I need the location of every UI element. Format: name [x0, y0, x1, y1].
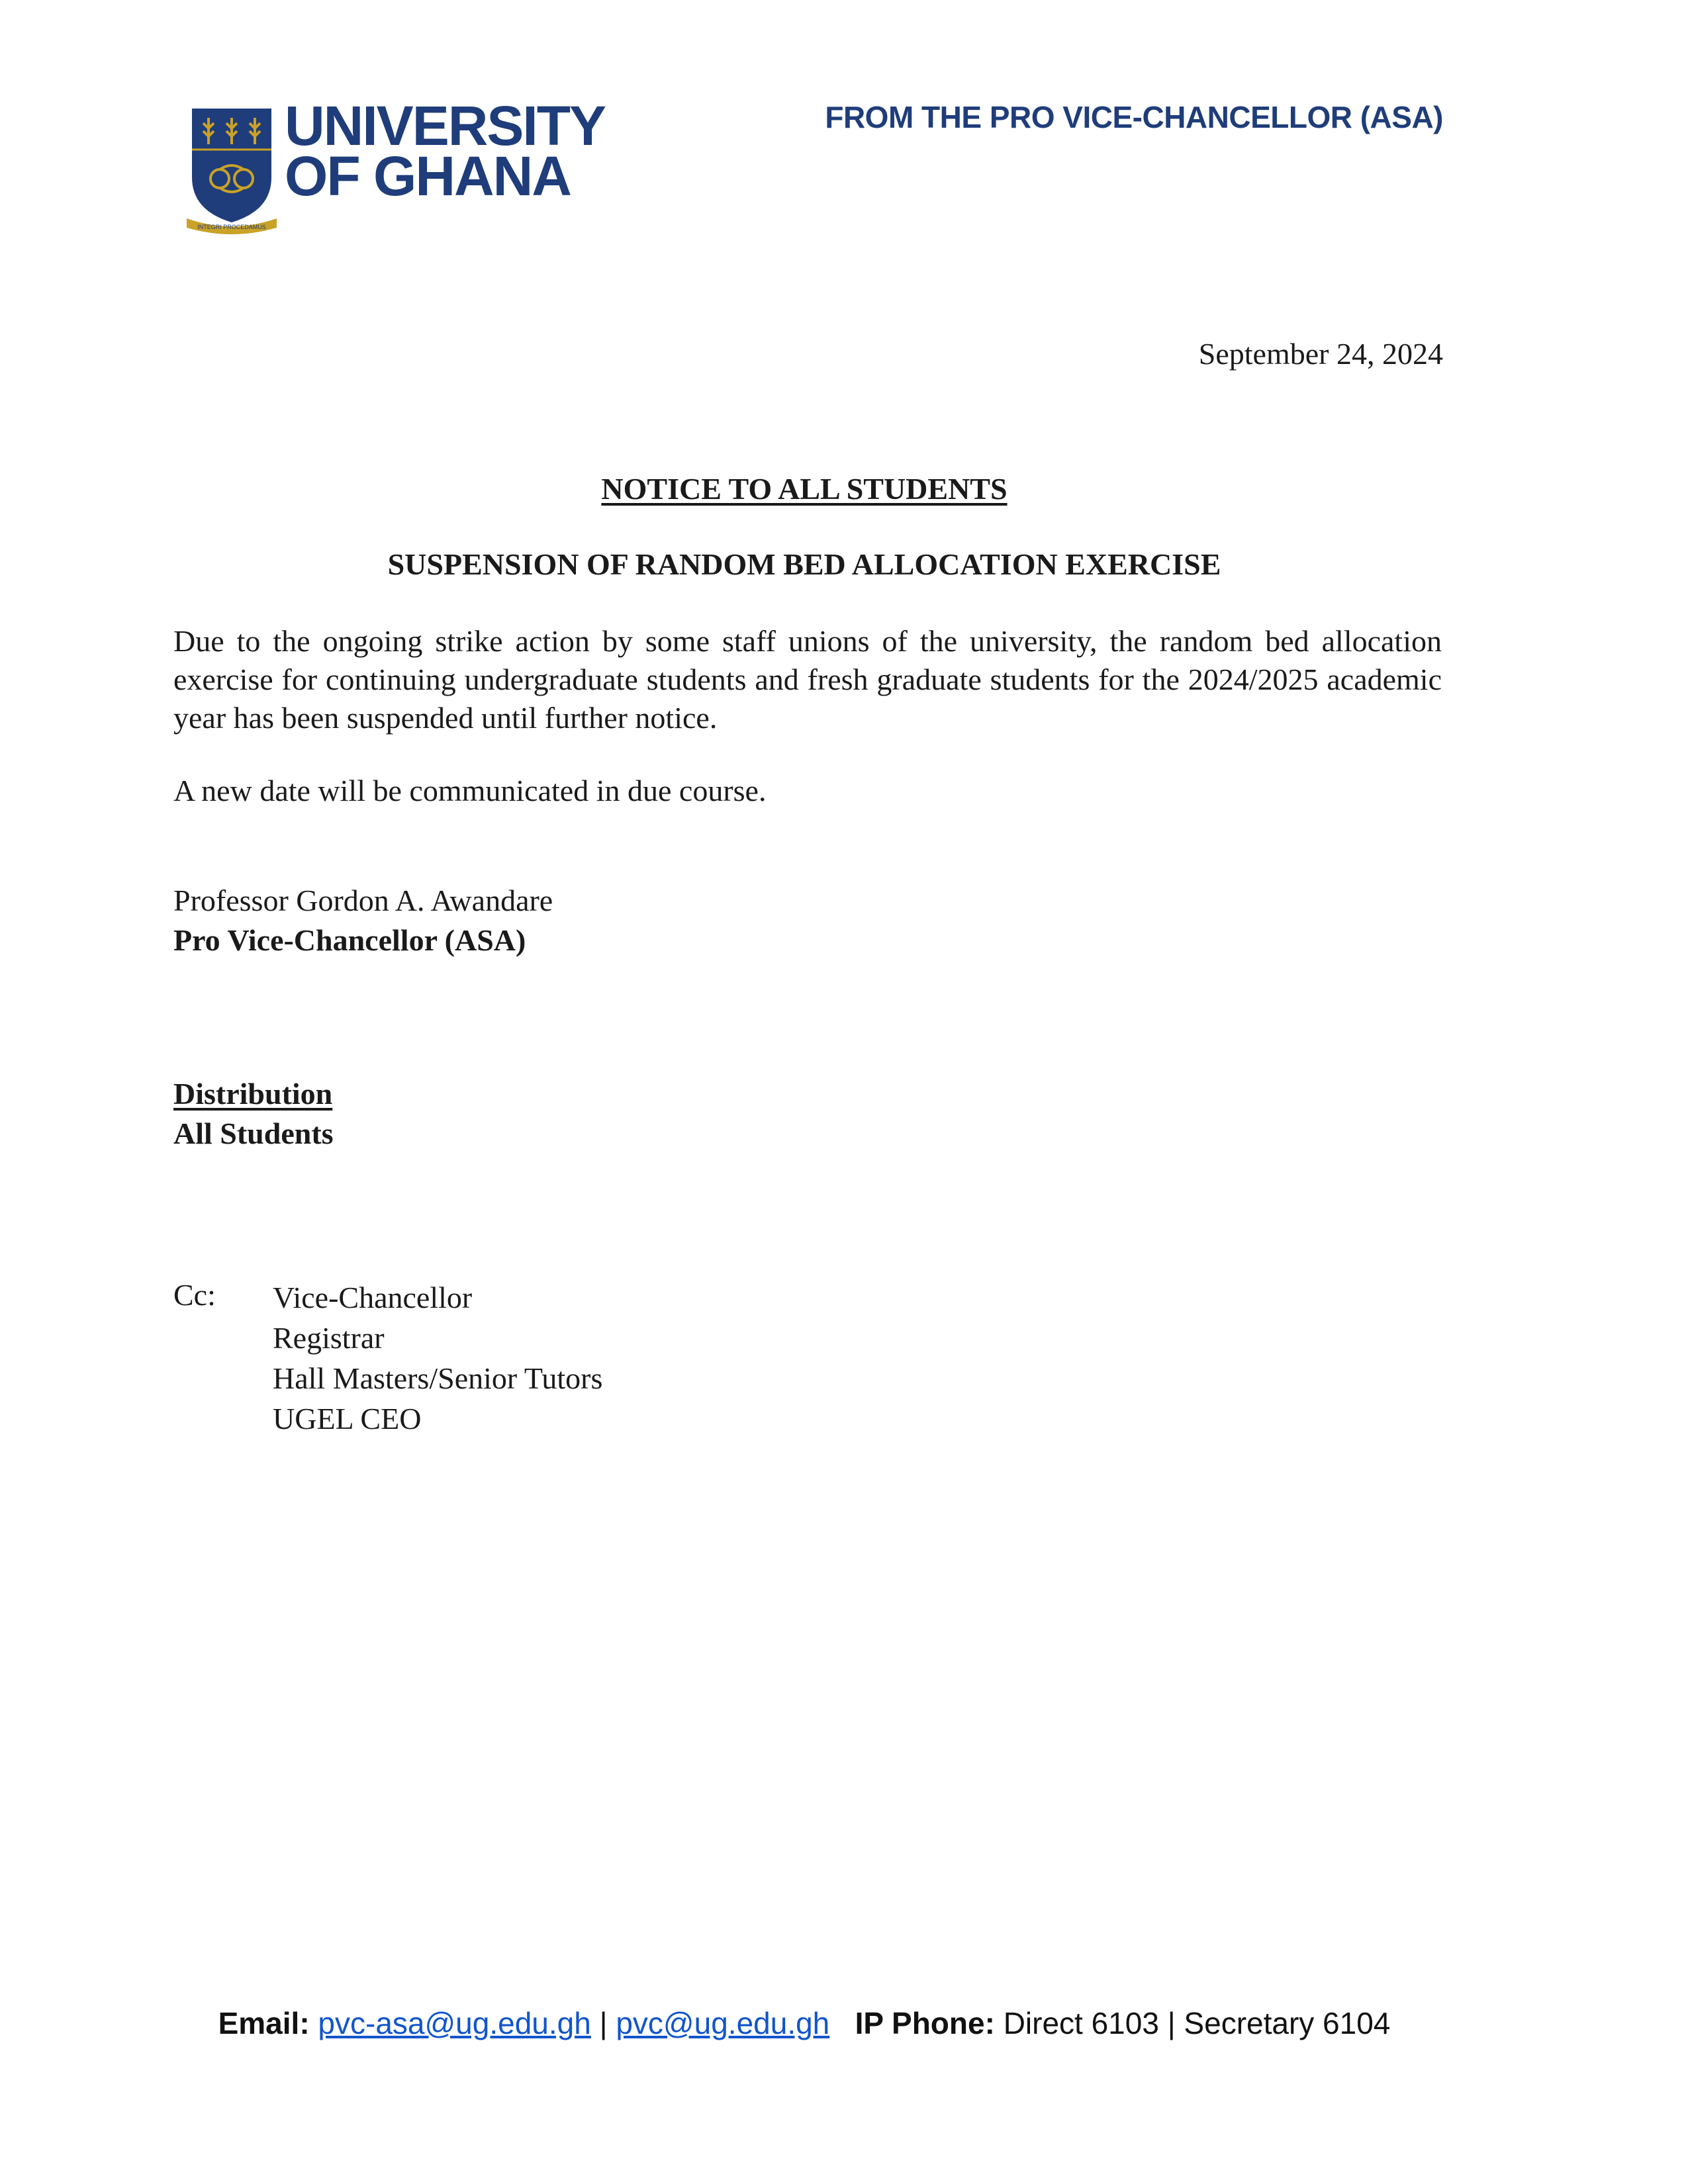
cc-item: UGEL CEO [273, 1402, 422, 1435]
body-paragraph-2: A new date will be communicated in due course. [173, 774, 767, 807]
distribution-heading: Distribution [173, 1077, 333, 1111]
crest-motto: INTEGRI PROCEDAMUS [197, 224, 266, 230]
notice-subject: SUSPENSION OF RANDOM BED ALLOCATION EXERCISE [387, 547, 1221, 581]
cc-item: Registrar [273, 1321, 385, 1355]
notice-title: NOTICE TO ALL STUDENTS [601, 472, 1008, 506]
letter-date: September 24, 2024 [1198, 337, 1443, 371]
ip-phone-label: IP Phone: [855, 2006, 995, 2040]
university-name [285, 95, 606, 207]
office-title: FROM THE PRO VICE-CHANCELLOR (ASA) [825, 100, 1443, 134]
cc-list [273, 1277, 602, 1439]
cc-item: Hall Masters/Senior Tutors [273, 1361, 603, 1395]
cc-label: Cc: [173, 1278, 216, 1312]
email-link-pvc[interactable]: pvc@ug.edu.gh [616, 2006, 830, 2040]
ip-phone-numbers: Direct 6103 | Secretary 6104 [1003, 2006, 1391, 2040]
email-label: Email: [218, 2006, 310, 2040]
contact-footer [0, 2005, 1609, 2041]
university-crest-icon [185, 105, 278, 234]
email-link-pvc-asa[interactable]: pvc-asa@ug.edu.gh [318, 2006, 591, 2040]
footer-separator: | [599, 2006, 608, 2040]
signatory-title: Pro Vice-Chancellor (ASA) [173, 923, 526, 957]
university-name-line1: UNIVERSITY [285, 95, 606, 157]
signatory-name: Professor Gordon A. Awandare [173, 884, 553, 917]
distribution-item: All Students [173, 1116, 334, 1150]
university-logo [185, 95, 606, 232]
university-name-line2: OF GHANA [285, 145, 571, 207]
body-paragraph-1: Due to the ongoing strike action by some staff unions of the university, the random bed allocation exercise for continuing undergraduate students and fresh graduate students for the 2024/2025 academic year has been suspended until further notice. [173, 624, 1442, 735]
cc-item: Vice-Chancellor [273, 1281, 473, 1314]
